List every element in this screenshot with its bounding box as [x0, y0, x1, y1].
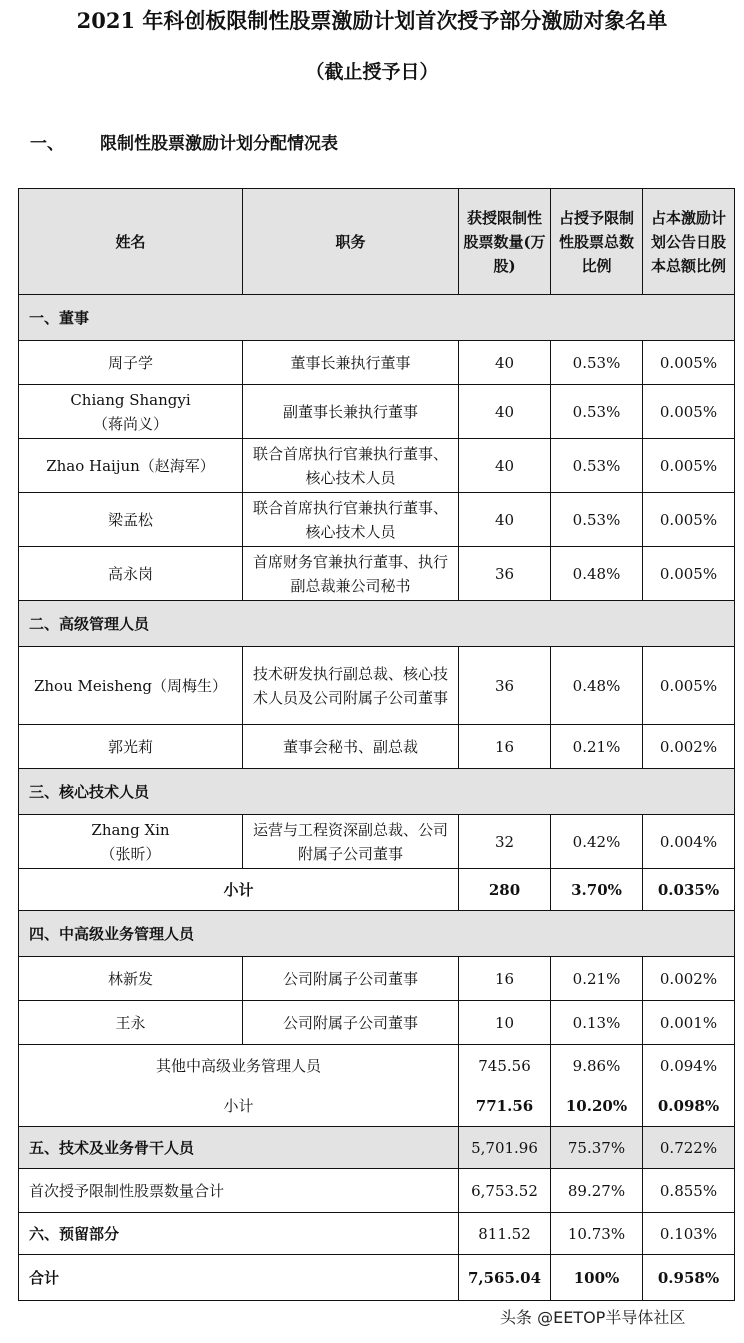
cell-ratio-total: 0.005% — [643, 341, 735, 385]
section-number: 一、 — [30, 134, 64, 154]
header-shares: 获授限制性股票数量(万股) — [459, 189, 551, 295]
cell-ratio-total: 0.958% — [643, 1255, 735, 1301]
cell-ratio-grant: 0.53% — [551, 385, 643, 439]
table-row — [19, 385, 735, 439]
cell-position: 运营与工程资深副总裁、公司附属子公司董事 — [243, 815, 459, 869]
group-label-directors: 一、董事 — [19, 295, 735, 341]
cell-ratio-total: 0.855% — [643, 1169, 735, 1213]
table-row — [19, 647, 735, 725]
cell-position: 公司附属子公司董事 — [243, 957, 459, 1001]
cell-position: 联合首席执行官兼执行董事、核心技术人员 — [243, 493, 459, 547]
cell-ratio-grant: 0.53% — [551, 493, 643, 547]
cell-name: Zhou Meisheng（周梅生） — [19, 647, 243, 725]
cell-ratio-total: 0.098% — [643, 1087, 735, 1127]
subtotal-row — [19, 869, 735, 911]
cell-shares: 16 — [459, 957, 551, 1001]
group-label-core-tech: 三、核心技术人员 — [19, 769, 735, 815]
table-row — [19, 725, 735, 769]
group-row — [19, 295, 735, 341]
cell-shares: 32 — [459, 815, 551, 869]
cell-ratio-total: 0.094% — [643, 1045, 735, 1087]
cell-ratio-total: 0.005% — [643, 385, 735, 439]
cell-ratio-grant: 0.21% — [551, 725, 643, 769]
cell-shares: 280 — [459, 869, 551, 911]
cell-ratio-grant: 100% — [551, 1255, 643, 1301]
document-subtitle: （截止授予日） — [305, 61, 439, 83]
cell-position: 首席财务官兼执行董事、执行副总裁兼公司秘书 — [243, 547, 459, 601]
cell-name: 郭光莉 — [19, 725, 243, 769]
cell-shares: 36 — [459, 647, 551, 725]
subtotal-label: 小计 — [19, 1087, 459, 1127]
cell-shares: 6,753.52 — [459, 1169, 551, 1213]
source-watermark: 头条 @EETOP半导体社区 — [500, 1308, 686, 1327]
backbone-row — [19, 1127, 735, 1169]
cell-ratio-total: 0.002% — [643, 725, 735, 769]
cell-ratio-grant: 3.70% — [551, 869, 643, 911]
cell-shares: 40 — [459, 341, 551, 385]
table-row — [19, 815, 735, 869]
table-row — [19, 493, 735, 547]
header-ratio-total: 占本激励计划公告日股本总额比例 — [643, 189, 735, 295]
group-row — [19, 601, 735, 647]
group-label-mid-managers: 四、中高级业务管理人员 — [19, 911, 735, 957]
cell-shares: 40 — [459, 385, 551, 439]
header-row — [19, 189, 735, 295]
subtotal-label: 小计 — [19, 869, 459, 911]
cell-name: Zhao Haijun（赵海军） — [19, 439, 243, 493]
cell-ratio-grant: 0.53% — [551, 341, 643, 385]
group-label-backbone: 五、技术及业务骨干人员 — [19, 1127, 459, 1169]
first-total-row — [19, 1169, 735, 1213]
group-row — [19, 769, 735, 815]
cell-ratio-total: 0.722% — [643, 1127, 735, 1169]
group-label-executives: 二、高级管理人员 — [19, 601, 735, 647]
section-heading — [30, 132, 338, 156]
cell-name: 梁孟松 — [19, 493, 243, 547]
cell-position: 副董事长兼执行董事 — [243, 385, 459, 439]
cell-ratio-total: 0.005% — [643, 439, 735, 493]
cell-ratio-grant: 0.48% — [551, 547, 643, 601]
cell-position: 公司附属子公司董事 — [243, 1001, 459, 1045]
table-row — [19, 1001, 735, 1045]
cell-name: Chiang Shangyi （蒋尚义） — [19, 385, 243, 439]
cell-ratio-grant: 10.20% — [551, 1087, 643, 1127]
cell-shares: 40 — [459, 439, 551, 493]
cell-name: 周子学 — [19, 341, 243, 385]
cell-ratio-total: 0.001% — [643, 1001, 735, 1045]
reserved-row — [19, 1213, 735, 1255]
others-label: 其他中高级业务管理人员 — [19, 1045, 459, 1087]
cell-name: 高永岗 — [19, 547, 243, 601]
table-row — [19, 547, 735, 601]
cell-shares: 811.52 — [459, 1213, 551, 1255]
cell-shares: 10 — [459, 1001, 551, 1045]
table-row — [19, 341, 735, 385]
cell-ratio-total: 0.005% — [643, 547, 735, 601]
cell-ratio-total: 0.005% — [643, 647, 735, 725]
cell-ratio-total: 0.005% — [643, 493, 735, 547]
allocation-table — [18, 188, 735, 1301]
others-row — [19, 1045, 735, 1087]
cell-ratio-grant: 10.73% — [551, 1213, 643, 1255]
cell-shares: 745.56 — [459, 1045, 551, 1087]
cell-shares: 5,701.96 — [459, 1127, 551, 1169]
cell-ratio-grant: 0.42% — [551, 815, 643, 869]
cell-name: 王永 — [19, 1001, 243, 1045]
cell-shares: 40 — [459, 493, 551, 547]
cell-shares: 771.56 — [459, 1087, 551, 1127]
cell-name: Zhang Xin （张昕） — [19, 815, 243, 869]
cell-ratio-grant: 0.21% — [551, 957, 643, 1001]
cell-name: 林新发 — [19, 957, 243, 1001]
subtotal-row — [19, 1087, 735, 1127]
cell-position: 联合首席执行官兼执行董事、核心技术人员 — [243, 439, 459, 493]
cell-position: 董事长兼执行董事 — [243, 341, 459, 385]
group-row — [19, 911, 735, 957]
header-position: 职务 — [243, 189, 459, 295]
cell-ratio-grant: 0.48% — [551, 647, 643, 725]
group-label-reserved: 六、预留部分 — [19, 1213, 459, 1255]
header-name: 姓名 — [19, 189, 243, 295]
cell-shares: 16 — [459, 725, 551, 769]
cell-ratio-total: 0.002% — [643, 957, 735, 1001]
cell-shares: 36 — [459, 547, 551, 601]
cell-position: 技术研发执行副总裁、核心技术人员及公司附属子公司董事 — [243, 647, 459, 725]
cell-ratio-grant: 89.27% — [551, 1169, 643, 1213]
table-row — [19, 957, 735, 1001]
cell-ratio-total: 0.103% — [643, 1213, 735, 1255]
grand-total-row — [19, 1255, 735, 1301]
cell-ratio-grant: 9.86% — [551, 1045, 643, 1087]
section-title: 限制性股票激励计划分配情况表 — [100, 134, 338, 154]
cell-ratio-grant: 0.13% — [551, 1001, 643, 1045]
grand-total-label: 合计 — [19, 1255, 459, 1301]
cell-ratio-grant: 75.37% — [551, 1127, 643, 1169]
document-title: 2021 年科创板限制性股票激励计划首次授予部分激励对象名单 — [76, 8, 668, 33]
header-ratio-grant: 占授予限制性股票总数比例 — [551, 189, 643, 295]
first-total-label: 首次授予限制性股票数量合计 — [19, 1169, 459, 1213]
cell-ratio-total: 0.035% — [643, 869, 735, 911]
cell-shares: 7,565.04 — [459, 1255, 551, 1301]
cell-ratio-grant: 0.53% — [551, 439, 643, 493]
cell-position: 董事会秘书、副总裁 — [243, 725, 459, 769]
cell-ratio-total: 0.004% — [643, 815, 735, 869]
table-row — [19, 439, 735, 493]
